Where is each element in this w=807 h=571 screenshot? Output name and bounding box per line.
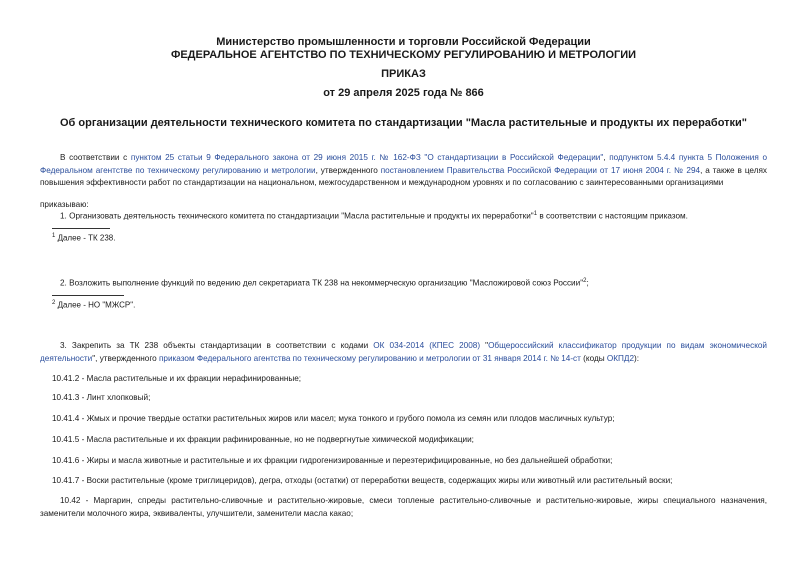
code-item: 10.41.6 - Жиры и масла животные и растительные и их фракции гидрогенизированные и переэтерифицированные, но без дальнейшей обработки; (52, 456, 613, 465)
document-type: ПРИКАЗ (381, 68, 426, 80)
link-okpd2-classifier[interactable]: ОК 034-2014 (КПЕС 2008) (373, 341, 481, 350)
preamble: В соответствии с пунктом 25 статьи 9 Федерального закона от 29 июня 2015 г. № 162-ФЗ "О стандартизации в Российской Федерации", подпунктом 5.4.4 пункта 5 Положения о Федеральном агентстве по техническому регулированию и метрологии, утвержденного постановлением Правительства Российской Федерации от 17 июня 2004 г. № 294, а также в целях повышения эффективности работ по стандартизации на национальном, межгосударственном и международном уровнях и по согласованию с заинтересованными организациями (40, 153, 768, 187)
link-federal-law[interactable]: пунктом 25 статьи 9 Федерального закона от 29 июня 2015 г. № 162-ФЗ "О стандартизации в Российской Федерации" (130, 153, 604, 162)
link-okpd2[interactable]: ОКПД2 (606, 353, 635, 363)
link-agency-order[interactable]: приказом Федерального агентства по техническому регулированию и метрологии от 31 января 2014 г. № 14-ст (158, 353, 581, 363)
link-classifier-title[interactable]: Общероссийский классификатор продукции по видам экономической деятельности (40, 341, 767, 363)
code-item: 10.41.5 - Масла растительные и их фракции рафинированные, но не подвергнутые химической модификации; (52, 435, 474, 444)
agency-name: ФЕДЕРАЛЬНОЕ АГЕНТСТВО ПО ТЕХНИЧЕСКОМУ РЕГУЛИРОВАНИЮ И МЕТРОЛОГИИ (170, 49, 637, 61)
code-item: 10.41.4 - Жмых и прочие твердые остатки растительных жиров или масел; мука тонкого и грубого помола из семян или плодов масличных культур; (52, 414, 615, 423)
link-government-decree[interactable]: постановлением Правительства Российской Федерации от 17 июня 2004 г. № 294 (380, 165, 701, 175)
order-word: приказываю: (40, 200, 89, 209)
code-item: 10.41.3 - Линт хлопковый; (52, 393, 151, 402)
footnote-ref-1[interactable]: 1 (533, 211, 538, 217)
paragraph-3: 3. Закрепить за ТК 238 объекты стандартизации в соответствии с кодами ОК 034-2014 (КПЕС 2008) "Общероссийский классификатор продукции по видам экономической деятельности", утвержденного приказом Федерального агентства по техническому регулированию и метрологии от 31 января 2014 г. № 14-ст (коды ОКПД2): (40, 341, 767, 363)
code-item-last: 10.42 - Маргарин, спреды растительно-сливочные и растительно-жировые, смеси топленые растительно-сливочные и растительно-жировые, жиры специального назначения, заменители молочного жира, эквиваленты, улучшители, заменители масла какао; (40, 496, 767, 518)
footnote-divider-2 (52, 295, 124, 296)
code-item: 10.41.2 - Масла растительные и их фракции нерафинированные; (52, 374, 302, 383)
paragraph-2: 2. Возложить выполнение функций по ведению дел секретариата ТК 238 на некоммерческую организацию "Масложировой союз России"$^2$; (60, 278, 589, 288)
code-item: 10.41.7 - Воски растительные (кроме триглицеридов), дегра, отходы (остатки) от переработки веществ, содержащих жиры или животный или растительный воски; (52, 476, 673, 485)
document-title: Об организации деятельности технического комитета по стандартизации "Масла растительные и продукты их переработки" (59, 117, 748, 129)
footnote-2: $^2$ Далее - НО "МЖСР". (52, 300, 136, 310)
link-agency-regulation[interactable]: подпунктом 5.4.4 пункта 5 Положения о Федеральном агентстве по техническому регулированию и метрологии (40, 153, 767, 175)
ministry-name: Министерство промышленности и торговли Российской Федерации (216, 36, 591, 48)
footnote-divider-1 (52, 228, 110, 229)
footnote-ref-2[interactable]: 2 (583, 278, 587, 284)
footnote-1: $^1$ Далее - ТК 238. (52, 233, 116, 243)
document-date-number: от 29 апреля 2025 года № 866 (323, 87, 484, 99)
paragraph-1: 1. Организовать деятельность технического комитета по стандартизации "Масла растительные и продукты их переработки"$^1$ в соответствии с настоящим приказом. (60, 211, 688, 221)
